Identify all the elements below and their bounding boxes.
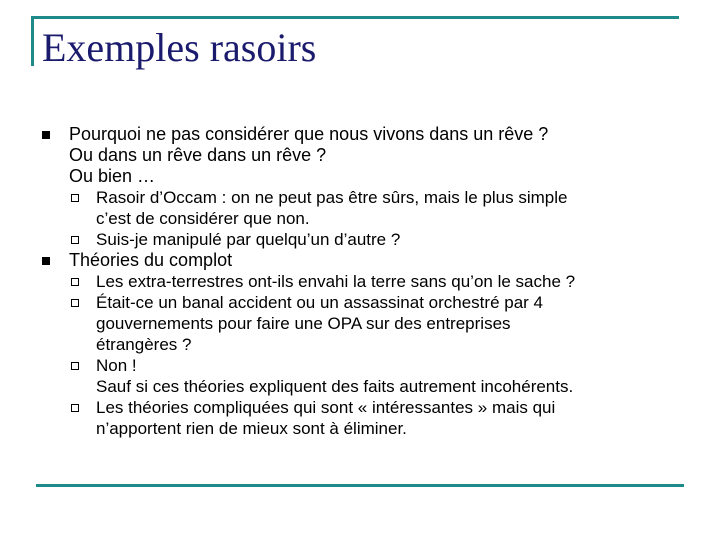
sub-bullet-text: Était-ce un banal accident ou un assassinat orchestré par 4 (96, 293, 543, 312)
bullet-item (40, 124, 680, 250)
bullet-text: Ou dans un rêve dans un rêve ? (69, 145, 327, 165)
bullet-text: Ou bien … (69, 166, 156, 186)
sub-bullet-item (69, 187, 680, 229)
sub-bullet-text: Les théories compliquées qui sont « intéressantes » mais qui (96, 398, 556, 417)
sub-bullet-text: Suis-je manipulé par quelqu’un d’autre ? (96, 230, 401, 249)
hollow-square-bullet-icon (71, 194, 79, 202)
slide-body (40, 124, 680, 439)
sub-bullet-item (69, 355, 680, 397)
sub-bullet-text: n’apportent rien de mieux sont à éliminer. (96, 419, 407, 438)
bottom-divider (36, 484, 684, 487)
bullet-text: Théories du complot (69, 250, 233, 270)
slide-title: Exemples rasoirs (42, 25, 317, 70)
sub-bullet-text: Rasoir d’Occam : on ne peut pas être sûrs, mais le plus simple (96, 188, 568, 207)
sub-bullet-text: étrangères ? (96, 335, 192, 354)
square-bullet-icon (42, 257, 50, 265)
sub-bullet-text: c’est de considérer que non. (96, 209, 310, 228)
bullet-text: Pourquoi ne pas considérer que nous vivons dans un rêve ? (69, 124, 549, 144)
sub-bullet-text: gouvernements pour faire une OPA sur des entreprises (96, 314, 511, 333)
hollow-square-bullet-icon (71, 362, 79, 370)
hollow-square-bullet-icon (71, 236, 79, 244)
bullet-item (40, 250, 680, 439)
sub-bullet-item (69, 292, 680, 355)
sub-bullet-text: Non ! (96, 356, 137, 375)
sub-bullet-text: Les extra-terrestres ont-ils envahi la terre sans qu’on le sache ? (96, 272, 576, 291)
sub-bullet-item (69, 397, 680, 439)
title-frame-top (31, 16, 679, 19)
sub-bullet-text: Sauf si ces théories expliquent des faits autrement incohérents. (96, 377, 574, 396)
hollow-square-bullet-icon (71, 404, 79, 412)
hollow-square-bullet-icon (71, 278, 79, 286)
square-bullet-icon (42, 131, 50, 139)
sub-bullet-item (69, 271, 680, 292)
hollow-square-bullet-icon (71, 299, 79, 307)
sub-bullet-item (69, 229, 680, 250)
title-frame-left (31, 16, 34, 66)
